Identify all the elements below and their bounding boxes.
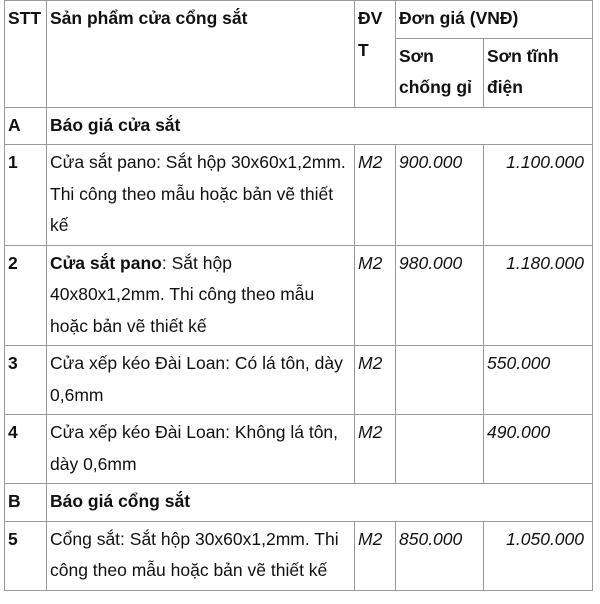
row-price-primer (396, 346, 484, 415)
table-row (5, 415, 593, 484)
header-stt: STT (5, 1, 47, 108)
row-stt: 2 (5, 245, 47, 346)
row-unit: M2 (355, 415, 396, 484)
header-unit: ĐVT (355, 1, 396, 108)
row-product-text: Cửa xếp kéo Đài Loan: Không lá tôn, dày 0,6mm (50, 422, 339, 474)
row-stt: 3 (5, 346, 47, 415)
row-price-powder: 1.100.000 (484, 145, 593, 246)
row-product-text: Cửa sắt pano: Sắt hộp 30x60x1,2mm. Thi công theo mẫu hoặc bản vẽ thiết kế (50, 152, 346, 235)
section-title: Báo giá cửa sắt (47, 107, 593, 145)
header-product: Sản phẩm cửa cổng sắt (47, 1, 355, 108)
row-unit: M2 (355, 346, 396, 415)
section-title: Báo giá cổng sắt (47, 484, 593, 522)
row-stt: 4 (5, 415, 47, 484)
header-price-sub2: Sơn tĩnh điện (484, 38, 593, 107)
row-price-primer: 980.000 (396, 245, 484, 346)
row-product (47, 415, 355, 484)
table-row (5, 521, 593, 590)
row-product (47, 245, 355, 346)
price-table (4, 0, 593, 591)
row-product-bold: Cửa sắt pano (50, 252, 162, 273)
section-code: B (5, 484, 47, 522)
row-product (47, 521, 355, 590)
row-price-powder: 1.180.000 (484, 245, 593, 346)
row-product (47, 145, 355, 246)
row-price-primer: 850.000 (396, 521, 484, 590)
header-price-sub1: Sơn chống gỉ (396, 38, 484, 107)
header-price: Đơn giá (VNĐ) (396, 1, 593, 39)
row-stt: 1 (5, 145, 47, 246)
row-stt: 5 (5, 521, 47, 590)
row-product-text: : Sắt hộp 40x80x1,2mm. Thi công theo mẫu hoặc bản vẽ thiết kế (50, 252, 315, 336)
row-price-powder: 550.000 (484, 346, 593, 415)
row-product (47, 346, 355, 415)
row-product-text: Cổng sắt: Sắt hộp 30x60x1,2mm. Thi công theo mẫu hoặc bản vẽ thiết kế (50, 528, 339, 580)
row-price-powder: 1.050.000 (484, 521, 593, 590)
row-product-text: Cửa xếp kéo Đài Loan: Có lá tôn, dày 0,6mm (50, 353, 343, 405)
header-row (5, 1, 593, 39)
row-price-primer (396, 415, 484, 484)
row-price-primer: 900.000 (396, 145, 484, 246)
row-unit: M2 (355, 245, 396, 346)
section-code: A (5, 107, 47, 145)
section-row-a (5, 107, 593, 145)
row-price-powder: 490.000 (484, 415, 593, 484)
table-row (5, 346, 593, 415)
table-row (5, 145, 593, 246)
table-row (5, 245, 593, 346)
row-unit: M2 (355, 521, 396, 590)
row-unit: M2 (355, 145, 396, 246)
section-row-b (5, 484, 593, 522)
